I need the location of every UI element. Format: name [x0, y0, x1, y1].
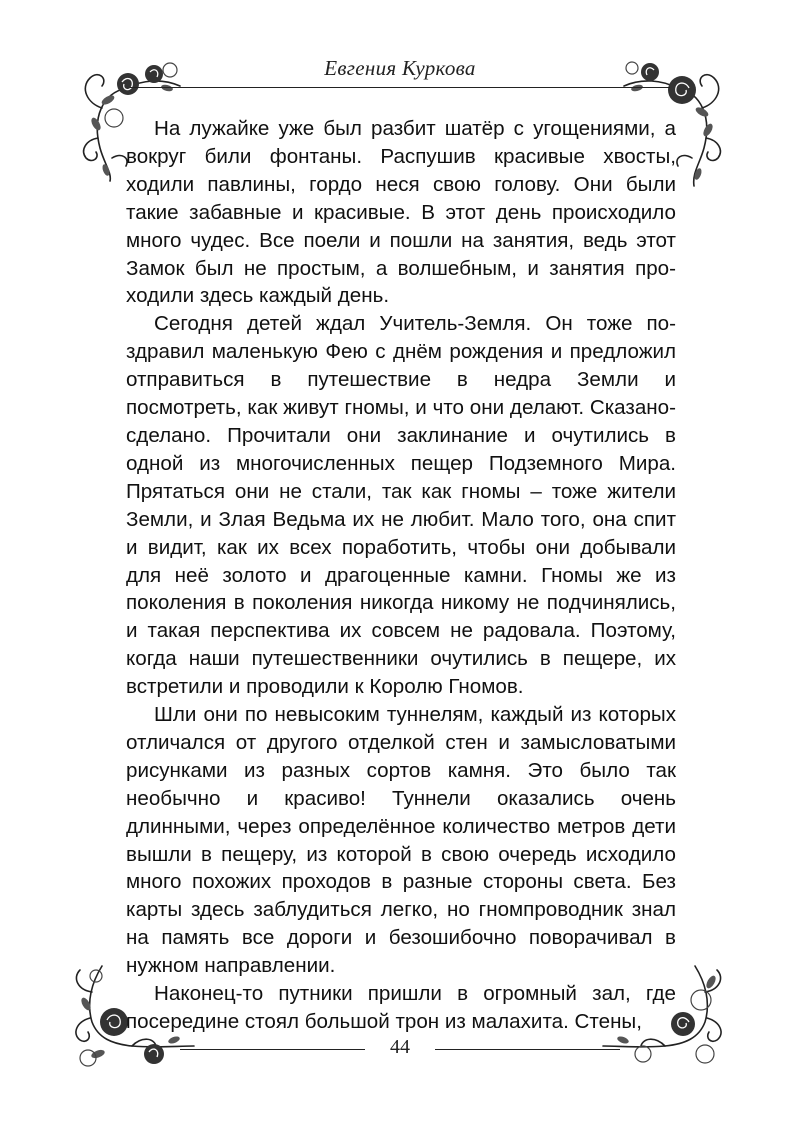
header-rule — [130, 87, 670, 88]
paragraph: Шли они по невысоким туннелям, каждый из которых отличался от другого отделкой стен и замысловатыми рисунками из разных сортов камня. Это было так необычно и красиво! Туннели оказались очень длинными, через определённое количество метров дети вышли в пещеру, из которой в свою очередь исходило много похожих проходов в разные стороны света. Без карты здесь заблудиться легко, но гномпроводник знал на память все дороги и безошибочно поворачивал в нужном направлении. — [126, 703, 676, 978]
footer-rule-left — [180, 1049, 365, 1050]
page-body — [126, 115, 676, 1036]
page-number: 44 — [390, 1036, 410, 1058]
paragraph: Наконец-то путники пришли в огромный зал, где посередине стоял большой трон из малахита. Стены, — [126, 982, 676, 1033]
author-name: Евгения Куркова — [324, 56, 476, 80]
page-footer — [0, 1034, 800, 1064]
paragraph: Сегодня детей ждал Учитель-Земля. Он тоже поздравил маленькую Фею с днём рождения и предложил отправиться в путешествие в недра Земли и посмотреть, как живут гномы, и что они делают. Сказано-сделано. Прочитали они заклинание и очутились в одной из многочисленных пещер Подземного Мира. Прятаться они не стали, так как гномы – тоже жители Земли, и Злая Ведьма их не любит. Мало того, она спит и видит, как их всех поработить, чтобы они добывали для неё золото и драгоценные камни. Гномы же из поколения в поколения никогда никому не подчинялись, и такая перспектива их совсем не радовала. Поэтому, когда наши путешественники очутились в пещере, их встретили и проводили к Королю Гномов. — [126, 312, 676, 699]
footer-rule-right — [435, 1049, 620, 1050]
running-header — [140, 56, 660, 81]
paragraph: На лужайке уже был разбит шатёр с угощениями, а вокруг били фонтаны. Распушив красивые хвосты, ходили павлины, гордо неся свою голову. Они были такие забавные и красивые. В этот день происходило много чудес. Все поели и пошли на занятия, ведь этот Замок был не простым, а волшебным, и занятия проходили здесь каждый день. — [126, 117, 676, 308]
